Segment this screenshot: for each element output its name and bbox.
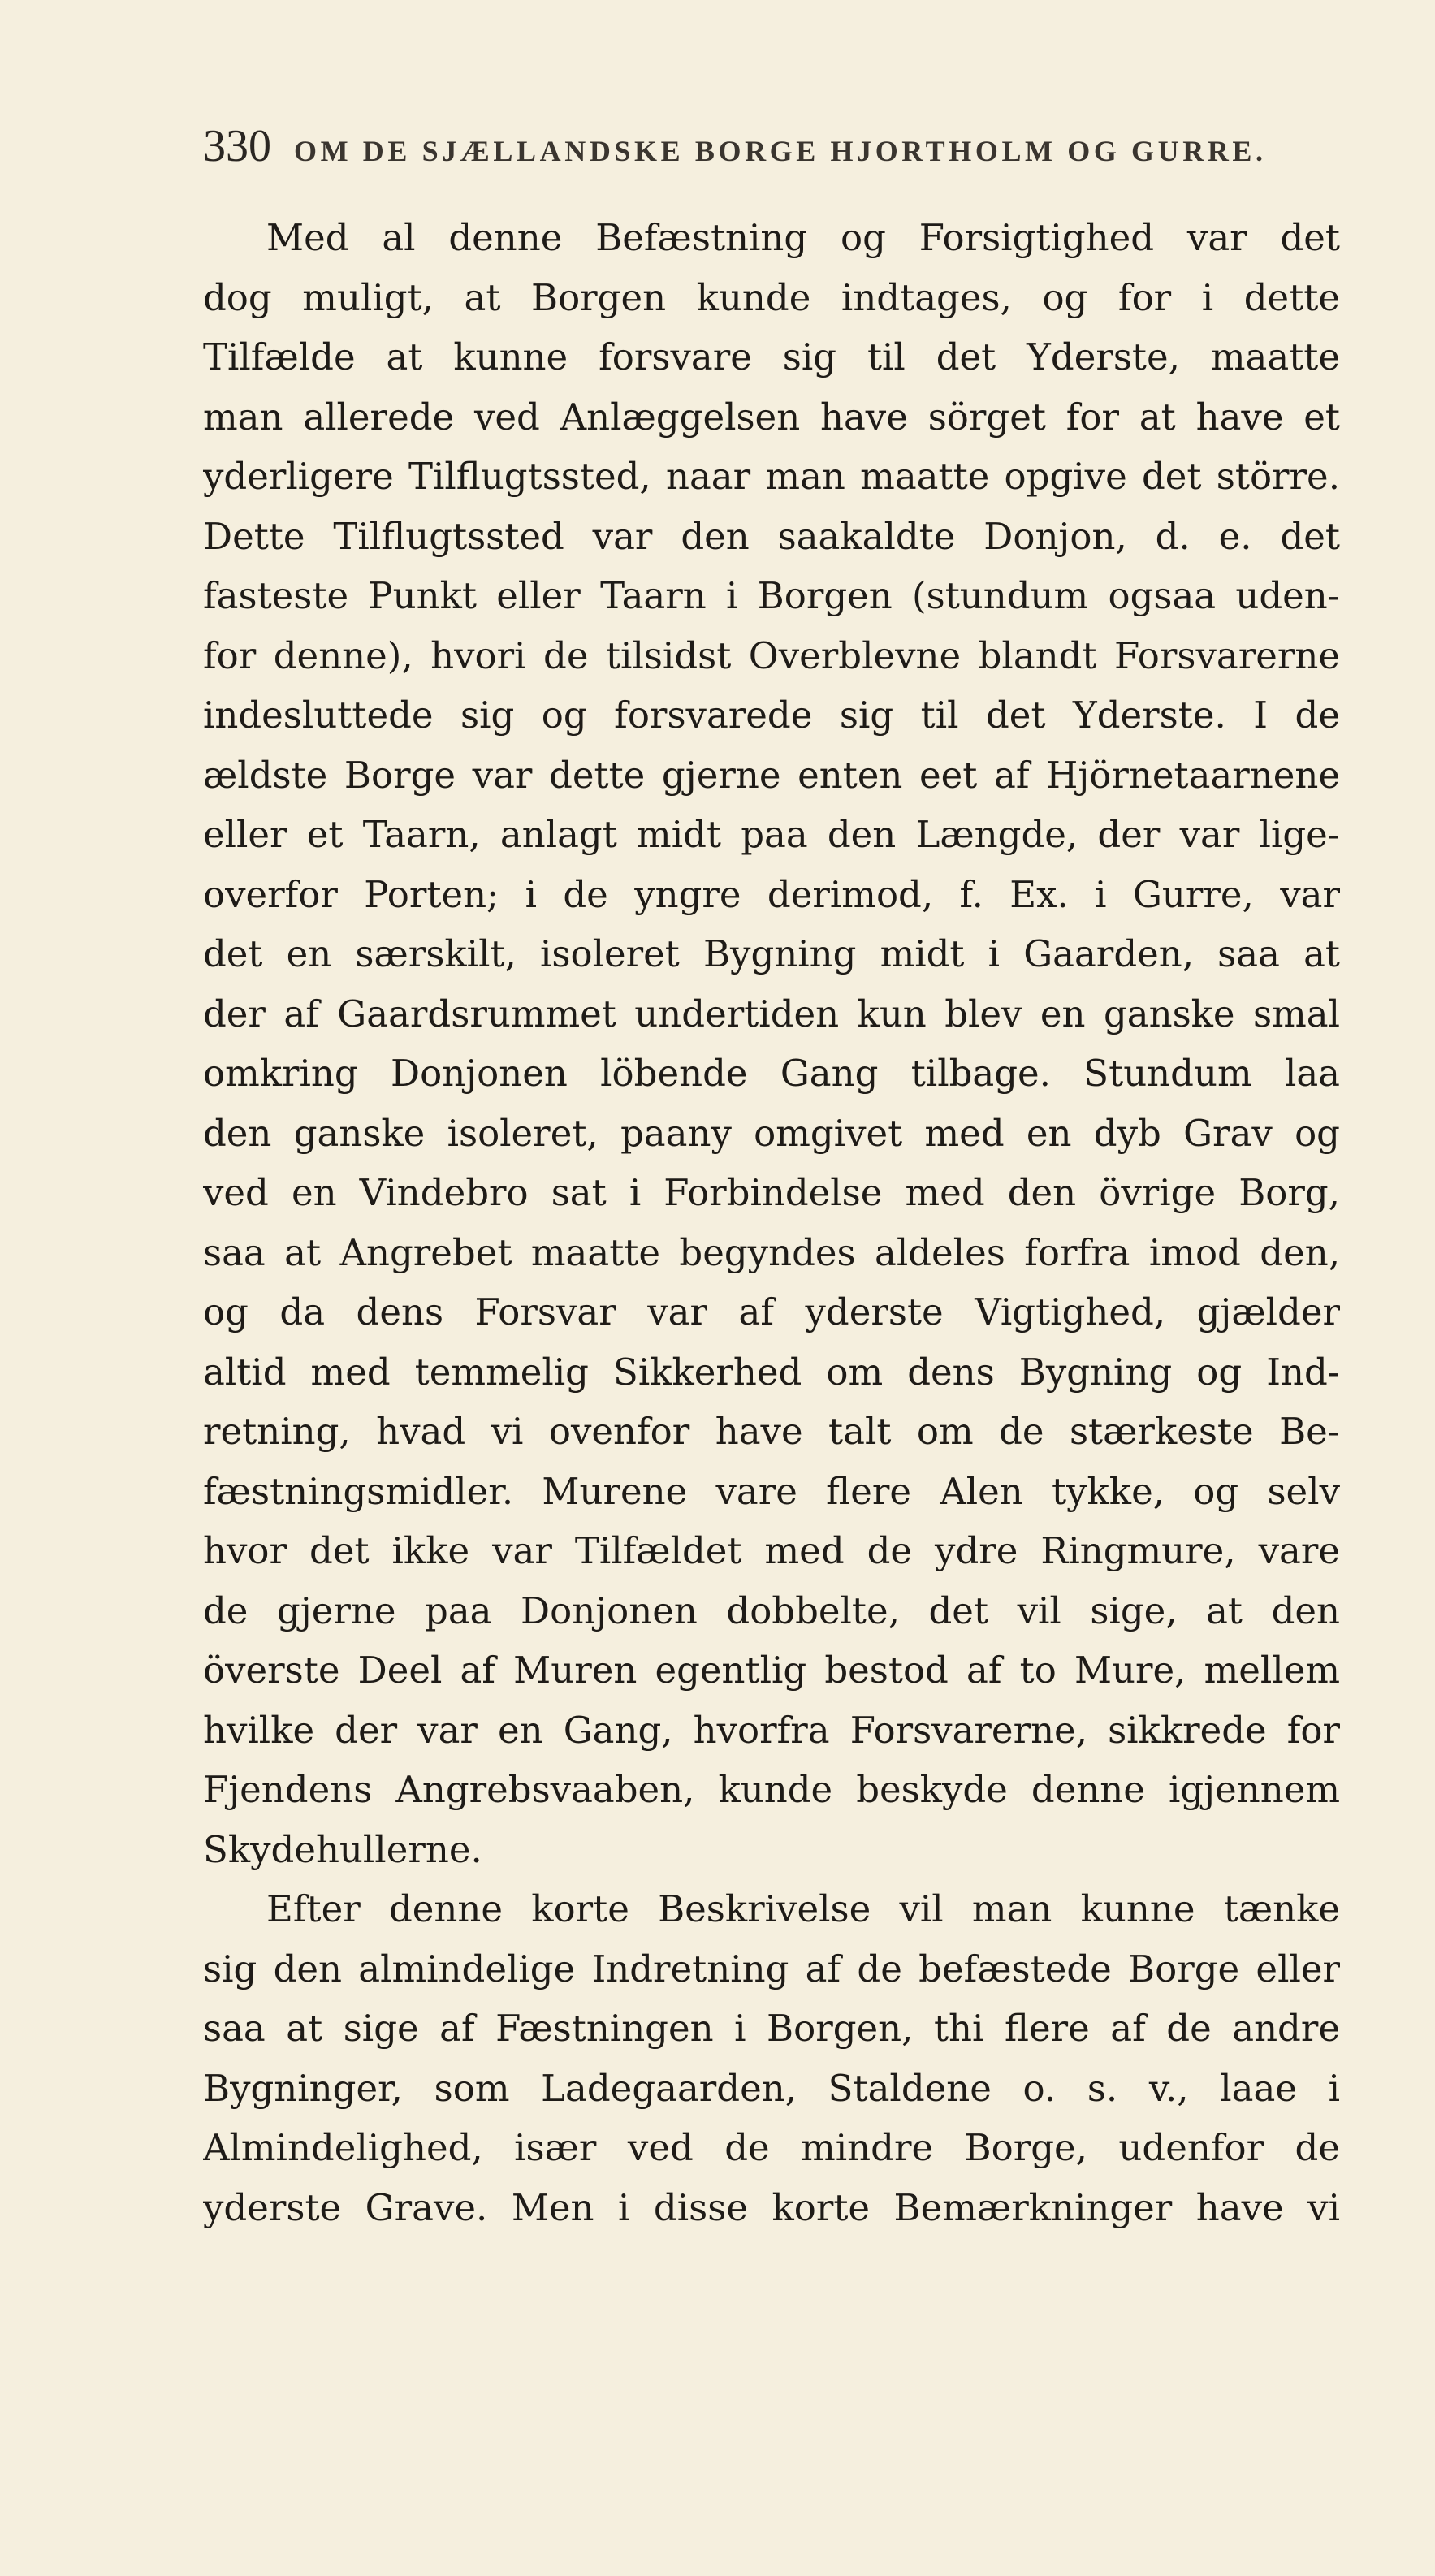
text-line: den ganske isoleret, paany omgivet med en dyb Grav og xyxy=(203,1111,1340,1155)
page-number: 330 xyxy=(203,121,271,171)
text-line: omkring Donjonen löbende Gang tilbage. Stundum laa xyxy=(203,1052,1340,1095)
text-line: der af Gaardsrummet undertiden kun blev en ganske smal xyxy=(203,992,1340,1035)
text-line: Fjendens Angrebsvaaben, kunde beskyde denne igjennem xyxy=(203,1768,1340,1811)
text-line: yderste Grave. Men i disse korte Bemærkninger have vi xyxy=(203,2185,1340,2229)
text-line: Efter denne korte Beskrivelse vil man kunne tænke xyxy=(266,1887,1340,1930)
text-line: fasteste Punkt eller Taarn i Borgen (stundum ogsaa uden- xyxy=(203,574,1340,617)
text-line: overfor Porten; i de yngre derimod, f. Ex. i Gurre, var xyxy=(203,872,1340,916)
running-title: OM DE SJÆLLANDSKE BORGE HJORTHOLM OG GURRE. xyxy=(294,135,1267,167)
text-line: dog muligt, at Borgen kunde indtages, og for i dette xyxy=(203,275,1340,319)
text-line: hvor det ikke var Tilfældet med de ydre Ringmure, vare xyxy=(203,1529,1340,1572)
text-line: Skydehullerne. xyxy=(203,1827,482,1871)
text-line: sig den almindelige Indretning af de befæstede Borge eller xyxy=(203,1947,1340,1990)
text-line: for denne), hvori de tilsidst Overblevne blandt Forsvarerne xyxy=(203,633,1340,677)
text-line: ved en Vindebro sat i Forbindelse med den övrige Borg, xyxy=(203,1171,1340,1214)
text-line: Med al denne Befæstning og Forsigtighed var det xyxy=(266,216,1340,259)
text-line: saa at sige af Fæstningen i Borgen, thi flere af de andre xyxy=(203,2007,1340,2050)
body-text xyxy=(203,208,1340,2237)
text-line: eller et Taarn, anlagt midt paa den Længde, der var lige- xyxy=(203,813,1340,856)
text-line: de gjerne paa Donjonen dobbelte, det vil sige, at den xyxy=(203,1588,1340,1632)
text-line: saa at Angrebet maatte begyndes aldeles forfra imod den, xyxy=(203,1230,1340,1274)
text-line: fæstningsmidler. Murene vare flere Alen tykke, og selv xyxy=(203,1469,1340,1513)
text-line: og da dens Forsvar var af yderste Vigtighed, gjælder xyxy=(203,1290,1340,1333)
text-line: ældste Borge var dette gjerne enten eet af Hjörnetaarnene xyxy=(203,753,1340,797)
text-line: Tilfælde at kunne forsvare sig til det Yderste, maatte xyxy=(203,335,1340,378)
text-line: man allerede ved Anlæggelsen have sörget for at have et xyxy=(203,395,1340,439)
text-line: hvilke der var en Gang, hvorfra Forsvarerne, sikkrede for xyxy=(203,1708,1340,1752)
text-line: Bygninger, som Ladegaarden, Staldene o. s. v., laae i xyxy=(203,2066,1340,2110)
text-line: Almindelighed, især ved de mindre Borge, udenfor de xyxy=(203,2126,1340,2169)
text-line: yderligere Tilflugtssted, naar man maatte opgive det större. xyxy=(203,455,1340,498)
running-header xyxy=(203,120,1348,172)
text-line: indesluttede sig og forsvarede sig til det Yderste. I de xyxy=(203,694,1340,737)
text-line: retning, hvad vi ovenfor have talt om de stærkeste Be- xyxy=(203,1410,1340,1453)
text-line: överste Deel af Muren egentlig bestod af to Mure, mellem xyxy=(203,1649,1340,1692)
text-line: Dette Tilflugtssted var den saakaldte Donjon, d. e. det xyxy=(203,514,1340,558)
text-line: det en særskilt, isoleret Bygning midt i Gaarden, saa at xyxy=(203,932,1340,975)
text-line: altid med temmelig Sikkerhed om dens Bygning og Ind- xyxy=(203,1350,1340,1394)
